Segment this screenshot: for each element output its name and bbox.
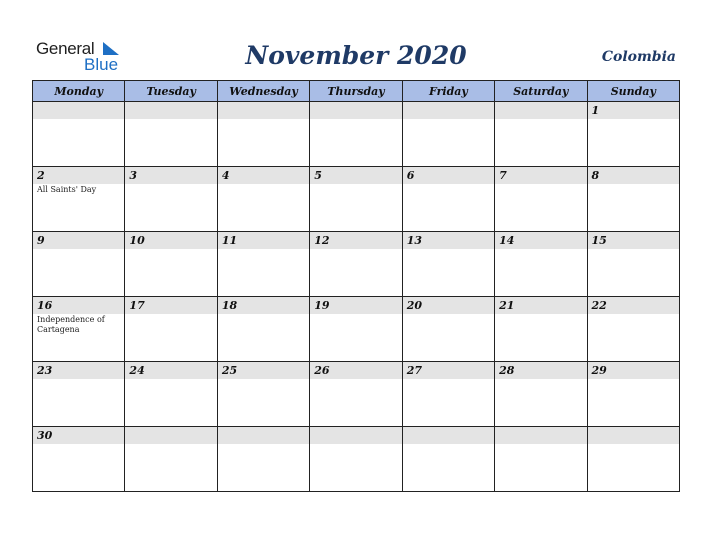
week-row <box>33 427 680 492</box>
day-number <box>495 427 586 444</box>
week-row <box>33 362 680 427</box>
weekday-saturday: Saturday <box>495 81 587 102</box>
day-cell <box>310 102 402 167</box>
weekday-header-row <box>33 81 680 102</box>
day-cell <box>587 167 679 232</box>
weekday-wednesday: Wednesday <box>217 81 309 102</box>
day-number: 25 <box>218 362 309 379</box>
day-cell <box>310 297 402 362</box>
day-cell <box>310 167 402 232</box>
day-number: 13 <box>403 232 494 249</box>
day-cell <box>125 297 217 362</box>
day-number: 14 <box>495 232 586 249</box>
calendar-body <box>33 102 680 492</box>
calendar-title: November 2020 <box>245 41 467 70</box>
day-cell <box>310 232 402 297</box>
day-cell <box>402 167 494 232</box>
day-number: 29 <box>588 362 679 379</box>
day-cell <box>587 102 679 167</box>
day-number: 4 <box>218 167 309 184</box>
week-row <box>33 167 680 232</box>
day-cell <box>125 362 217 427</box>
day-number <box>403 102 494 119</box>
country-label: Colombia <box>601 49 676 65</box>
day-cell <box>402 297 494 362</box>
day-cell <box>217 427 309 492</box>
weekday-sunday: Sunday <box>587 81 679 102</box>
day-number: 28 <box>495 362 586 379</box>
weekday-monday: Monday <box>33 81 125 102</box>
day-number: 22 <box>588 297 679 314</box>
day-cell <box>217 167 309 232</box>
day-number: 10 <box>125 232 216 249</box>
day-number: 8 <box>588 167 679 184</box>
day-number: 16 <box>33 297 124 314</box>
day-cell <box>495 362 587 427</box>
day-cell <box>587 232 679 297</box>
day-number: 9 <box>33 232 124 249</box>
day-cell <box>33 427 125 492</box>
day-cell <box>217 362 309 427</box>
day-cell <box>402 232 494 297</box>
day-cell <box>587 427 679 492</box>
day-cell <box>217 297 309 362</box>
day-number: 24 <box>125 362 216 379</box>
day-cell <box>310 362 402 427</box>
day-number <box>310 102 401 119</box>
day-number: 11 <box>218 232 309 249</box>
day-cell <box>402 362 494 427</box>
weekday-thursday: Thursday <box>310 81 402 102</box>
day-cell <box>495 297 587 362</box>
week-row <box>33 102 680 167</box>
month-calendar <box>32 80 680 492</box>
day-number: 6 <box>403 167 494 184</box>
day-cell <box>495 102 587 167</box>
holiday-label: Independence of Cartagena <box>37 315 105 334</box>
day-cell <box>33 297 125 362</box>
day-cell <box>402 427 494 492</box>
day-number: 7 <box>495 167 586 184</box>
day-number <box>125 427 216 444</box>
weekday-friday: Friday <box>402 81 494 102</box>
generalblue-logo <box>36 40 136 74</box>
day-number: 17 <box>125 297 216 314</box>
day-number <box>218 427 309 444</box>
day-number: 18 <box>218 297 309 314</box>
day-cell <box>125 167 217 232</box>
day-number <box>588 427 679 444</box>
day-number: 5 <box>310 167 401 184</box>
day-cell <box>33 167 125 232</box>
day-number: 19 <box>310 297 401 314</box>
day-cell <box>495 232 587 297</box>
day-cell <box>217 102 309 167</box>
day-cell <box>495 427 587 492</box>
day-number: 26 <box>310 362 401 379</box>
day-cell <box>33 232 125 297</box>
holiday-label: All Saints' Day <box>37 185 97 194</box>
week-row <box>33 232 680 297</box>
day-cell <box>125 232 217 297</box>
day-cell <box>217 232 309 297</box>
day-number: 21 <box>495 297 586 314</box>
day-number: 30 <box>33 427 124 444</box>
day-number: 3 <box>125 167 216 184</box>
week-row <box>33 297 680 362</box>
day-number <box>403 427 494 444</box>
logo-text-general: General <box>36 39 95 58</box>
day-number <box>310 427 401 444</box>
day-cell <box>125 102 217 167</box>
day-cell <box>310 427 402 492</box>
day-cell <box>33 102 125 167</box>
day-cell <box>33 362 125 427</box>
day-number: 23 <box>33 362 124 379</box>
logo-text-blue: Blue <box>84 55 119 74</box>
day-number <box>125 102 216 119</box>
day-number: 12 <box>310 232 401 249</box>
weekday-tuesday: Tuesday <box>125 81 217 102</box>
day-number <box>33 102 124 119</box>
day-cell <box>587 297 679 362</box>
day-number: 20 <box>403 297 494 314</box>
day-number: 27 <box>403 362 494 379</box>
day-number: 1 <box>588 102 679 119</box>
day-cell <box>402 102 494 167</box>
day-cell <box>125 427 217 492</box>
day-number: 2 <box>33 167 124 184</box>
day-number <box>218 102 309 119</box>
day-cell <box>587 362 679 427</box>
day-number <box>495 102 586 119</box>
day-number: 15 <box>588 232 679 249</box>
day-cell <box>495 167 587 232</box>
